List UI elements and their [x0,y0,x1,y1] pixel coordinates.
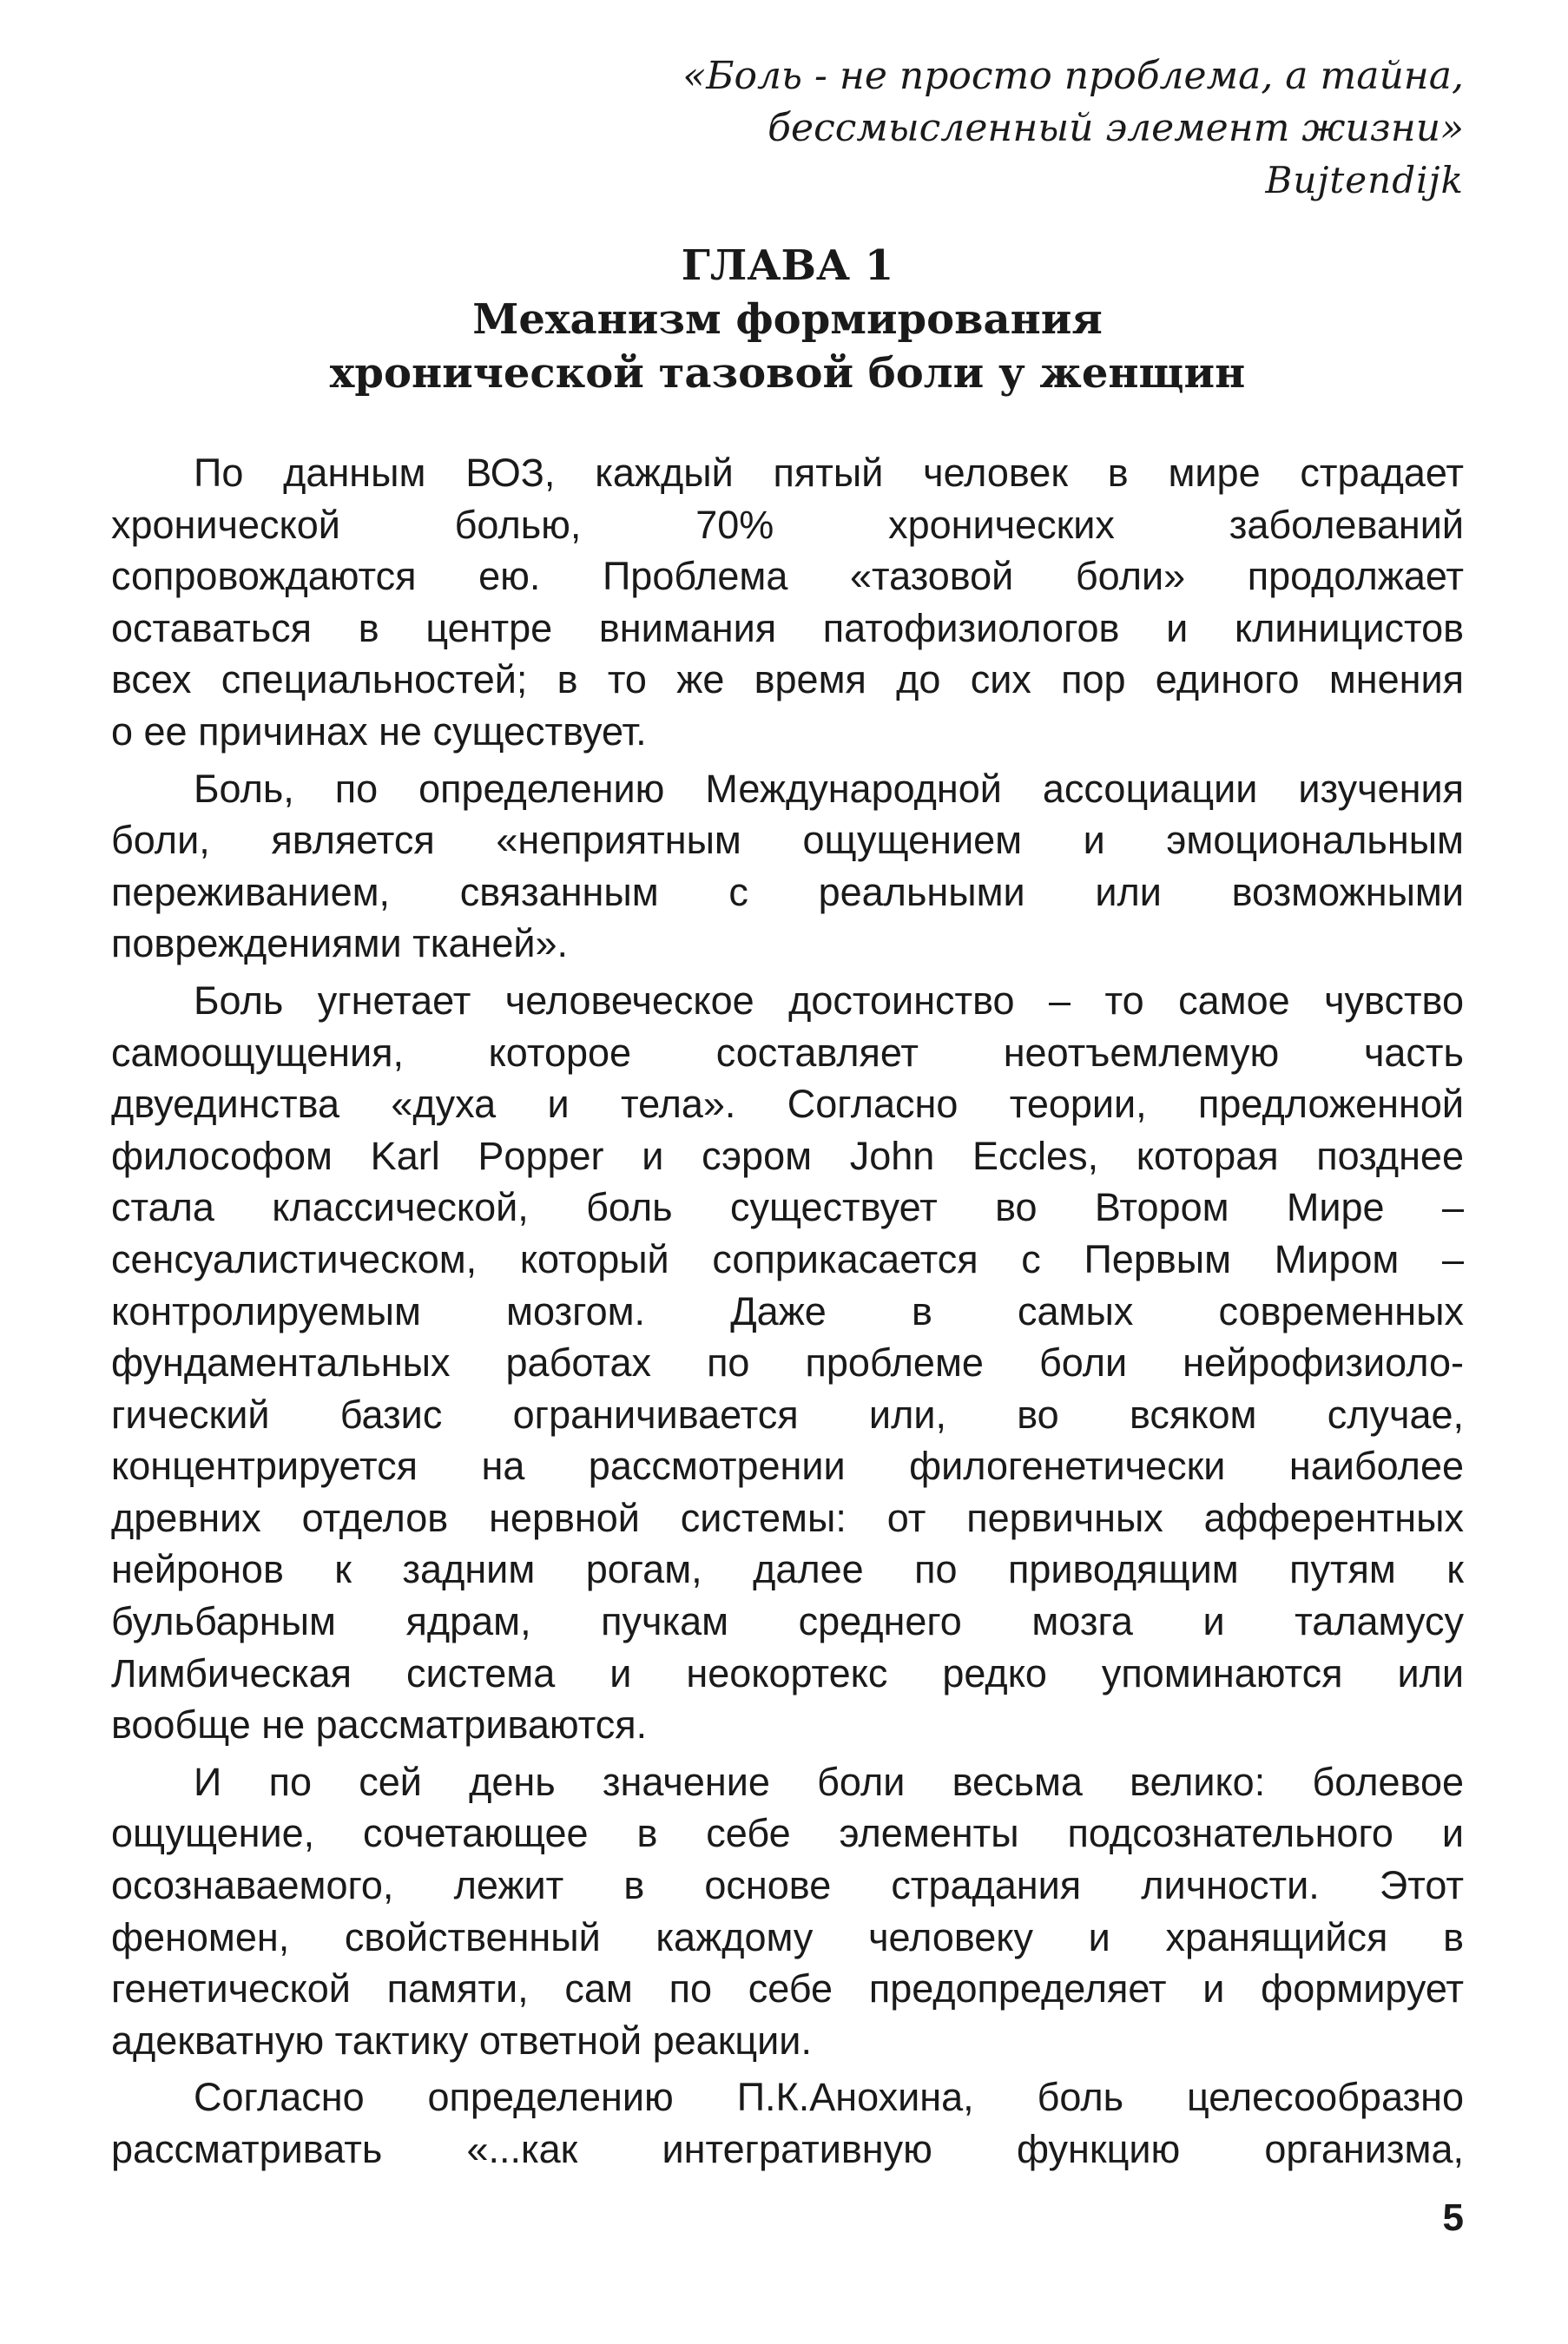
text-line: самоощущения, которое составляет неотъемлемую часть [111,1030,1464,1075]
text-line: феномен, свойственный каждому человеку и хранящийся в [111,1914,1464,1959]
epigraph-author: Bujtendijk [1265,159,1464,201]
text-line: И по сей день значение боли весьма велико: болевое [194,1759,1464,1804]
epigraph-line: бессмысленный элемент жизни» [768,106,1464,150]
text-line: древних отделов нервной системы: от первичных афферентных [111,1495,1464,1540]
text-line: о ее причинах не существует. [111,708,647,754]
chapter-title-line: хронической тазовой боли у женщин [329,349,1246,398]
text-line: двуединства «духа и тела». Согласно теории, предложенной [111,1082,1464,1127]
text-line: повреждениями тканей». [111,921,569,966]
text-line: вообще не рассматриваются. [111,1702,648,1748]
paragraph [111,975,1464,1751]
text-line: всех специальностей; в то же время до сих пор единого мнения [111,657,1464,702]
text-line: сенсуалистическом, который соприкасается с Первым Миром – [111,1236,1464,1281]
text-line: Лимбическая система и неокортекс редко упоминаются или [111,1650,1464,1695]
text-line: боли, является «неприятным ощущением и эмоциональным [111,818,1464,863]
text-line: Боль угнетает человеческое достоинство – то самое чувство [194,978,1464,1023]
text-line: сопровождаются ею. Проблема «тазовой боли» продолжает [111,554,1464,599]
text-line: переживанием, связанным с реальными или возможными [111,869,1464,914]
text-line: стала классической, боль существует во Втором Мире – [111,1185,1464,1230]
text-line: философом Karl Popper и сэром John Eccles, которая позднее [111,1133,1464,1178]
text-line: ощущение, сочетающее в себе элементы подсознательного и [111,1811,1464,1856]
text-line: Согласно определению П.К.Анохина, боль целесообразно [194,2075,1464,2120]
text-line: генетической памяти, сам по себе предопределяет и формирует [111,1966,1464,2011]
book-page [111,0,1464,2344]
chapter-heading [111,239,1464,400]
text-line: фундаментальных работах по проблеме боли нейрофизиоло- [111,1340,1464,1386]
text-line: оставаться в центре внимания патофизиологов и клиницистов [111,605,1464,650]
text-line: адекватную тактику ответной реакции. [111,2018,812,2063]
text-line: рассматривать «...как интегративную функцию организма, [111,2127,1464,2171]
text-line: концентрируется на рассмотрении филогенетически наиболее [111,1444,1464,1489]
chapter-title-line: Механизм формирования [472,295,1103,344]
text-line: Боль, по определению Международной ассоциации изучения [194,766,1464,811]
paragraph [111,447,1464,758]
paragraph [111,2071,1464,2175]
page-number: 5 [1442,2196,1464,2239]
text-line: нейронов к задним рогам, далее по приводящим путям к [111,1547,1464,1592]
body-text [111,447,1464,2176]
paragraph [111,763,1464,970]
epigraph-line: «Боль - не просто проблема, а тайна, [682,54,1464,98]
paragraph [111,1756,1464,2067]
text-line: осознаваемого, лежит в основе страдания личности. Этот [111,1863,1464,1908]
chapter-number: ГЛАВА 1 [681,241,894,290]
text-line: бульбарным ядрам, пучкам среднего мозга и таламусу [111,1599,1464,1644]
text-line: хронической болью, 70% хронических заболеваний [111,502,1464,547]
text-line: По данным ВОЗ, каждый пятый человек в мире страдает [194,451,1464,495]
text-line: гический базис ограничивается или, во всяком случае, [111,1392,1464,1437]
epigraph [682,50,1464,207]
text-line: контролируемым мозгом. Даже в самых современных [111,1288,1464,1333]
